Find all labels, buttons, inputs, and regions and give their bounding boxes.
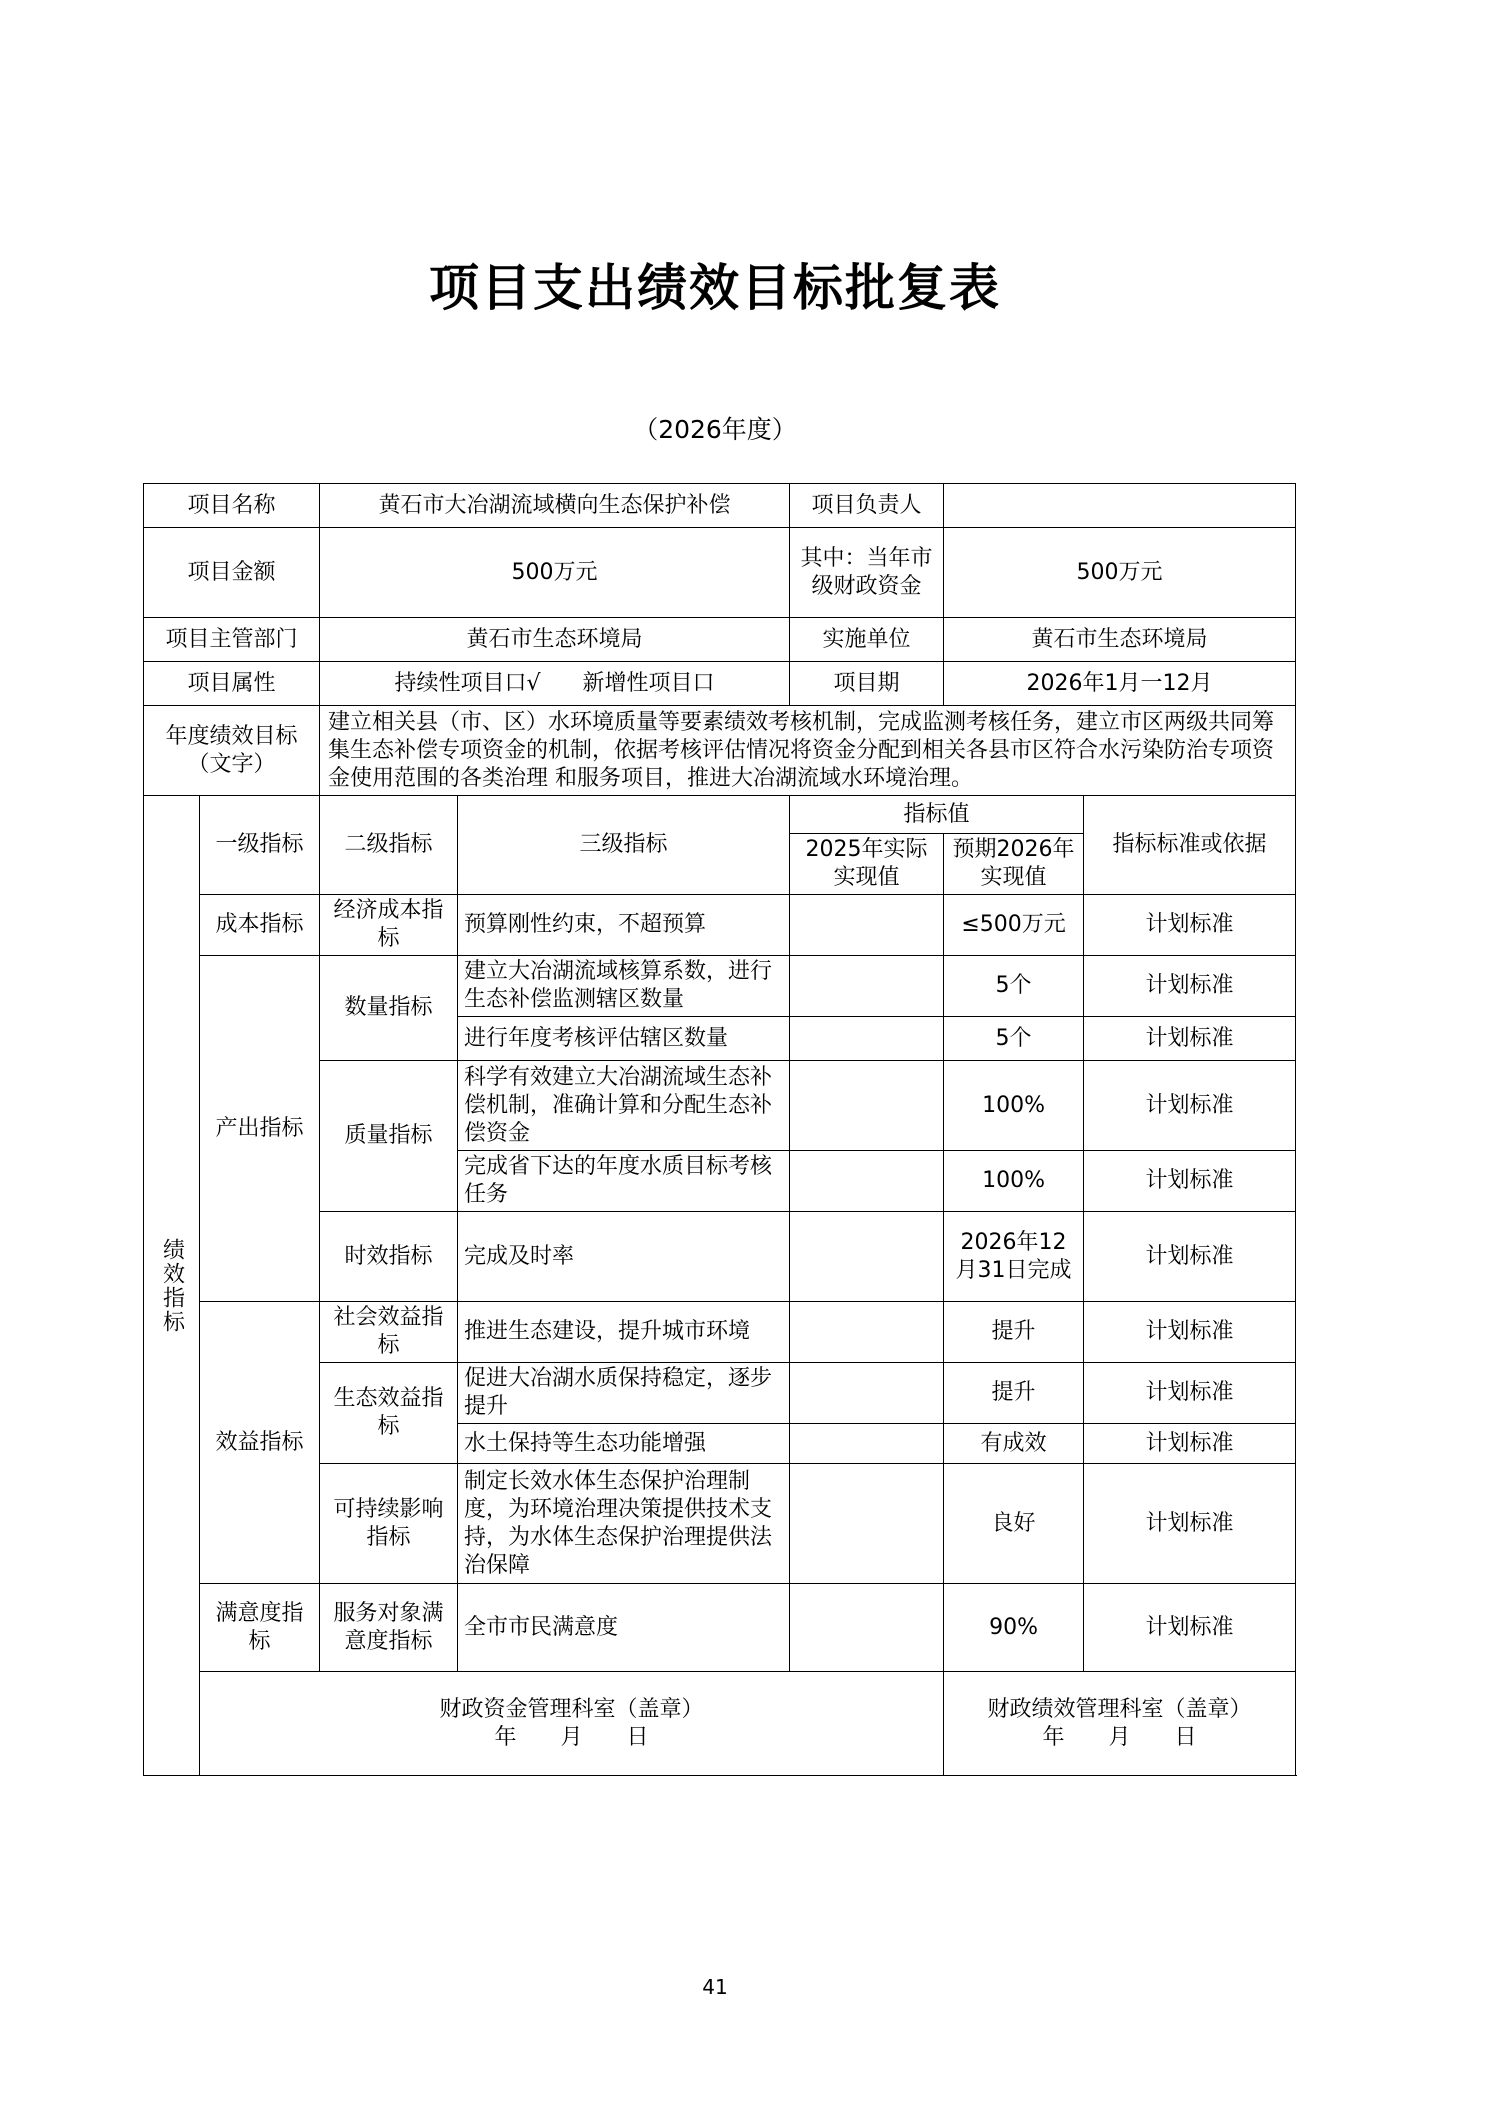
eco-level2: 生态效益指标	[320, 1363, 458, 1464]
eco-standard: 计划标准	[1084, 1363, 1296, 1424]
quantity-standard: 计划标准	[1084, 1017, 1296, 1061]
row-project-name	[144, 484, 1296, 528]
quality-expect: 100%	[944, 1061, 1084, 1151]
satisfaction-standard: 计划标准	[1084, 1584, 1296, 1672]
implementing-unit-label: 实施单位	[790, 618, 944, 662]
eco-expect: 有成效	[944, 1424, 1084, 1464]
header-level2: 二级指标	[320, 796, 458, 895]
project-manager-label: 项目负责人	[790, 484, 944, 528]
row-attribute	[144, 662, 1296, 706]
eco-level3: 水土保持等生态功能增强	[458, 1424, 790, 1464]
time-actual	[790, 1212, 944, 1302]
quantity-actual	[790, 956, 944, 1017]
eco-actual	[790, 1363, 944, 1424]
department-label: 项目主管部门	[144, 618, 320, 662]
signature-left-date: 年 月 日	[494, 1724, 649, 1750]
eco-expect: 提升	[944, 1363, 1084, 1424]
row-department	[144, 618, 1296, 662]
page-title: 项目支出绩效目标批复表	[429, 258, 1001, 317]
eco-standard: 计划标准	[1084, 1424, 1296, 1464]
time-level2: 时效指标	[320, 1212, 458, 1302]
quality-level3: 完成省下达的年度水质目标考核任务	[458, 1151, 790, 1212]
attribute-label: 项目属性	[144, 662, 320, 706]
satisfaction-level1: 满意度指标	[200, 1584, 320, 1672]
row-annual-goal	[144, 706, 1296, 796]
attribute-value: 持续性项目口√ 新增性项目口	[320, 662, 790, 706]
social-actual	[790, 1302, 944, 1363]
quantity-standard: 计划标准	[1084, 956, 1296, 1017]
quality-actual	[790, 1151, 944, 1212]
quantity-level2: 数量指标	[320, 956, 458, 1061]
output-level1: 产出指标	[200, 956, 320, 1302]
satisfaction-actual	[790, 1584, 944, 1672]
side-label: 绩效指标	[159, 1237, 185, 1334]
quantity-actual	[790, 1017, 944, 1061]
header-level3: 三级指标	[458, 796, 790, 895]
row-project-amount	[144, 528, 1296, 618]
time-level3: 完成及时率	[458, 1212, 790, 1302]
annual-goal-text: 建立相关县（市、区）水环境质量等要素绩效考核机制，完成监测考核任务，建立市区两级共同筹集生态补偿专项资金的机制，依据考核评估情况将资金分配到相关各县市区符合水污染防治专项资金使用范围的各类治理 和服务项目，推进大冶湖流域水环境治理。	[320, 706, 1296, 796]
signature-right-title: 财政绩效管理科室（盖章）	[987, 1696, 1252, 1722]
city-fund-label: 其中：当年市级财政资金	[790, 528, 944, 618]
time-expect: 2026年12月31日完成	[944, 1212, 1084, 1302]
eco-actual	[790, 1424, 944, 1464]
implementing-unit-value: 黄石市生态环境局	[944, 618, 1296, 662]
cost-actual	[790, 895, 944, 956]
performance-table	[143, 483, 1296, 1776]
sustain-actual	[790, 1464, 944, 1584]
header-index-value: 指标值	[790, 796, 1084, 834]
page-number: 41	[702, 1975, 728, 1999]
project-manager-value	[944, 484, 1296, 528]
cost-standard: 计划标准	[1084, 895, 1296, 956]
signature-row	[144, 1672, 1296, 1776]
quality-level2: 质量指标	[320, 1061, 458, 1212]
period-label: 项目期	[790, 662, 944, 706]
fiscal-year: （2026年度）	[633, 415, 797, 444]
table-row	[144, 956, 1296, 1017]
cost-level3: 预算刚性约束，不超预算	[458, 895, 790, 956]
city-fund-value: 500万元	[944, 528, 1296, 618]
period-value: 2026年1月一12月	[944, 662, 1296, 706]
department-value: 黄石市生态环境局	[320, 618, 790, 662]
quantity-expect: 5个	[944, 956, 1084, 1017]
benefit-level1: 效益指标	[200, 1302, 320, 1584]
header-expect-2026: 预期2026年实现值	[944, 834, 1084, 895]
cost-expect: ≤500万元	[944, 895, 1084, 956]
satisfaction-level3: 全市市民满意度	[458, 1584, 790, 1672]
social-standard: 计划标准	[1084, 1302, 1296, 1363]
time-standard: 计划标准	[1084, 1212, 1296, 1302]
quality-actual	[790, 1061, 944, 1151]
quantity-level3: 建立大冶湖流域核算系数，进行生态补偿监测辖区数量	[458, 956, 790, 1017]
header-standard: 指标标准或依据	[1084, 796, 1296, 895]
table-row	[144, 1584, 1296, 1672]
sustain-expect: 良好	[944, 1464, 1084, 1584]
table-row	[144, 1302, 1296, 1363]
header-actual-2025: 2025年实际实现值	[790, 834, 944, 895]
sustain-level3: 制定长效水体生态保护治理制度，为环境治理决策提供技术支持，为水体生态保护治理提供法治保障	[458, 1464, 790, 1584]
satisfaction-expect: 90%	[944, 1584, 1084, 1672]
signature-left-title: 财政资金管理科室（盖章）	[439, 1696, 704, 1722]
signature-right	[944, 1672, 1296, 1776]
header-level1: 一级指标	[200, 796, 320, 895]
quality-level3: 科学有效建立大冶湖流域生态补偿机制，准确计算和分配生态补偿资金	[458, 1061, 790, 1151]
quality-expect: 100%	[944, 1151, 1084, 1212]
sustain-level2: 可持续影响指标	[320, 1464, 458, 1584]
signature-left	[200, 1672, 944, 1776]
quality-standard: 计划标准	[1084, 1151, 1296, 1212]
eco-level3: 促进大冶湖水质保持稳定，逐步提升	[458, 1363, 790, 1424]
quantity-expect: 5个	[944, 1017, 1084, 1061]
side-label-cell	[144, 796, 200, 1776]
signature-right-date: 年 月 日	[1042, 1724, 1197, 1750]
cost-level2: 经济成本指标	[320, 895, 458, 956]
project-name-label: 项目名称	[144, 484, 320, 528]
social-level2: 社会效益指标	[320, 1302, 458, 1363]
project-amount-label: 项目金额	[144, 528, 320, 618]
project-name-value: 黄石市大冶湖流域横向生态保护补偿	[320, 484, 790, 528]
satisfaction-level2: 服务对象满意度指标	[320, 1584, 458, 1672]
sustain-standard: 计划标准	[1084, 1464, 1296, 1584]
project-amount-value: 500万元	[320, 528, 790, 618]
social-expect: 提升	[944, 1302, 1084, 1363]
table-row	[144, 895, 1296, 956]
quality-standard: 计划标准	[1084, 1061, 1296, 1151]
annual-goal-label: 年度绩效目标（文字）	[144, 706, 320, 796]
quantity-level3: 进行年度考核评估辖区数量	[458, 1017, 790, 1061]
cost-level1: 成本指标	[200, 895, 320, 956]
social-level3: 推进生态建设，提升城市环境	[458, 1302, 790, 1363]
indicator-header-row	[144, 796, 1296, 834]
